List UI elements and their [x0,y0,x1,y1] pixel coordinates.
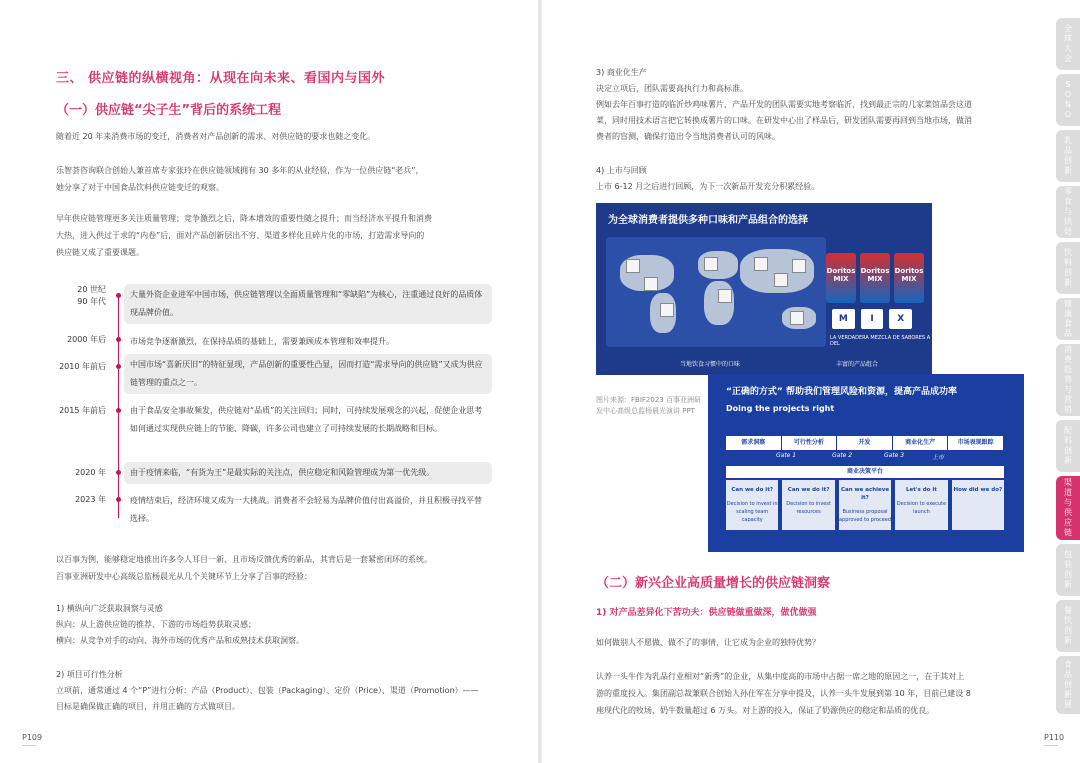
gates-row [726,452,1004,462]
timeline-dot [116,470,121,475]
decision-card [726,480,778,530]
chapter-tab[interactable] [1056,544,1080,596]
paragraph-line: 以百事为例，能够稳定地推出许多令人耳目一新、且市场反馈优秀的新品，其背后是一套紧密闭环的系统。 [56,555,432,564]
intro-paragraph: 随着近 20 年来消费市场的变迁，消费者对产品创新的需求、对供应链的要求也随之变化。 [56,132,376,141]
chapter-tab-label: 饮料创新 [1064,248,1072,287]
gate-label: Gate 3 [884,452,905,459]
mix-letters [832,309,912,329]
chapter-tab[interactable] [1056,186,1080,238]
paragraph-line: 立项前，通常通过 4 个“P”进行分析：产品（Product）、包装（Packaging）、定价（Price）、渠道（Promotion）—— [56,686,479,695]
world-map [606,237,826,347]
chip-bag [754,257,768,271]
bag-brand: Doritos [826,267,856,275]
flow-step: 商业化生产 [893,436,949,450]
timeline-line [118,296,119,518]
page-number-rule [1044,745,1058,746]
gate-label: Gate 2 [832,452,853,459]
flow-step: 可行性分析 [782,436,838,450]
section-heading: 三、 供应链的纵横视角：从现在向未来、看国内与国外 [56,71,386,86]
bag-label: MIX [901,275,917,283]
chapter-tab-label: 消费趋势与营销 [1064,345,1072,414]
paragraph-line: 纵向：从上游供应链的推荐、下游的市场趋势获取灵感； [56,620,256,629]
section-heading-2: （二）新兴企业高质量增长的供应链洞察 [596,576,831,591]
card-answer: Decision to invest resources [786,501,831,515]
timeline-year: 2010 年前后 [59,362,106,371]
paragraph-line: 百事亚洲研发中心高级总监杨晨光从几个关键环节上分享了百事的经验： [56,572,312,581]
bag-brand: Doritos [894,267,924,275]
paragraph-line: 乐智荟咨询联合创始人兼首席专家张玲在供应链领域拥有 30 多年的从业经验，作为一位供应链“老兵”， [56,166,424,175]
timeline-dot [116,497,121,502]
chapter-tab[interactable] [1056,344,1080,416]
timeline-year: 2020 年 [75,468,106,477]
sub-heading: （一）供应链“尖子生”背后的系统工程 [56,103,282,118]
paragraph-line: 菜，同时用技术语言把它转换成薯片的口味。在研发中心出了样品后，研发团队需要再回到当地市场，做消 [596,116,972,125]
slide-caption: 丰富的产品组合 [836,361,879,368]
chapter-tab[interactable] [1056,242,1080,294]
chip-bag [826,253,856,303]
chapter-tab[interactable] [1056,298,1080,340]
slide-caption: 当地饮食习惯中的口味 [680,361,741,368]
card-question: Can we do it? [731,487,774,493]
chapter-tab[interactable] [1056,420,1080,472]
decision-card [839,480,891,530]
timeline-text: 市场竞争逐渐激烈，在保持品质的基础上，需要兼顾成本管理和效率提升。 [130,337,394,346]
chapter-tab[interactable] [1056,130,1080,182]
timeline-text: 中国市场“喜新厌旧”的特征显现，产品创新的重要性凸显，因而打造“需求导向的供应链”又成为供应链管理的重点之一。 [124,354,492,394]
global-flavors-slide [596,203,932,375]
timeline-dot [116,364,121,369]
chapter-tab-label: 渠道与供应链 [1064,478,1072,537]
bag-label: MIX [833,275,849,283]
timeline-dot [116,293,121,298]
card-answer: Decision to invest in scaling team capacity [726,501,778,523]
card-answer: Business proposal approved to proceed [838,509,892,523]
chapter-tab-label: 零食与烘焙 [1064,187,1072,236]
chapter-tab-label: 健康食品 [1064,299,1072,338]
chip-bag [790,311,804,325]
paragraph-line: 供应链又成了重要课题。 [56,248,144,257]
timeline-dot [116,337,121,342]
flow-step: 市场表现跟踪 [948,436,1004,450]
flow-step: 需求洞察 [726,436,782,450]
chapter-tab-active[interactable] [1056,476,1080,540]
paragraph-line: 她分享了对于中国食品饮料供应链变迁的观察。 [56,183,224,192]
slide-small-text: LA VERDADERA MEZCLA DE SABORES A DEL [830,335,931,347]
timeline-text: 大量外资企业进军中国市场，供应链管理以全面质量管理和“零缺陷”为核心，注重通过良好的品质体现品牌价值。 [124,284,492,324]
slide-title: “正确的方式” 帮助我们管理风险和资源，提高产品成功率 [726,387,957,397]
chip-bag [718,289,732,303]
card-answer: Decision to execute launch [896,501,947,515]
chapter-tab-label: 包装创新 [1064,550,1072,589]
decision-card [782,480,834,530]
timeline-year: 2000 年后 [67,335,106,344]
chapter-tab-label: 全球大会 [1064,24,1072,63]
mix-letter: X [889,309,912,329]
timeline-year: 20 世纪 90 年代 [77,285,106,306]
subsection-title: 4) 上市与回顾 [596,166,647,175]
chip-bag [644,277,658,291]
paragraph-line: 游的重度投入。集团副总裁兼联合创始人孙仕军在分享中提及，认养一头牛发展到第 10 年，目前已建设 8 [596,689,971,698]
decision-platform: 商业决策平台 [726,466,1004,478]
page-number: P109 [22,733,43,742]
gate-label: 上市 [932,454,945,461]
bag-brand: Doritos [860,267,890,275]
chapter-tab-label: 餐饮创新 [1064,606,1072,645]
chapter-tab[interactable] [1056,74,1080,126]
chapter-tab-label: 乳品创新 [1064,136,1072,175]
chapter-tab-label: 配料创新 [1064,426,1072,465]
card-question: Let's do it [905,487,937,493]
card-question: Can we achieve it? [840,487,890,501]
paragraph-line: 费者的盲测，确保打造出令当地消费者认可的风味。 [596,132,780,141]
decision-card [952,480,1004,530]
chip-bag [792,259,806,273]
process-slide [708,374,1024,552]
card-question: Can we do it? [787,487,830,493]
chip-bag [894,253,924,303]
timeline-year: 2023 年 [75,495,106,504]
chip-bag [774,273,788,287]
chip-bag [704,257,718,271]
decision-card [895,480,947,530]
subsection-title: 1) 横纵向广泛获取洞察与灵感 [56,604,163,613]
chip-bag [626,259,640,273]
bag-label: MIX [867,275,883,283]
paragraph-line: 例如去年百事打造的临沂炒鸡味薯片，产品开发的团队需要实地考察临沂，找到最正宗的几家菜馆品尝这道 [596,100,972,109]
slide-quote: Doing the projects right [726,404,835,413]
timeline-text: 由于食品安全事故频发，供应链对“品质”的关注回归；同时，可持续发展观念的兴起，促使企业思考如何通过实现供应链上的节能、降碳，许多公司也建立了可持续发展的长期战略和目标。 [130,406,483,433]
section-heading-3: 1) 对产品差异化下苦功夫：供应链做重做深，做优做强 [596,608,817,618]
mix-letter: M [832,309,855,329]
flow-step: 开发 [837,436,893,450]
gate-label: Gate 1 [776,452,797,459]
paragraph-line: 决定立项后，团队需要高执行力和高标准。 [596,84,748,93]
decision-cards [726,480,1004,530]
slide-title: 为全球消费者提供多种口味和产品组合的选择 [608,215,808,226]
mix-letter: I [861,309,884,329]
image-source: 图片来源：FBIF2023 百事亚洲研发中心高级总监杨晨光演讲 PPT [596,396,701,415]
chip-bag [660,303,674,317]
chip-bag [860,253,890,303]
card-question: How did we do? [953,487,1003,493]
chapter-tab[interactable] [1056,656,1080,714]
chapter-tab[interactable] [1056,600,1080,652]
paragraph-line: 目标是确保做正确的项目，并用正确的方式做项目。 [56,702,240,711]
timeline-dot [116,408,121,413]
book-spine [538,0,542,763]
subsection-title: 2) 项目可行性分析 [56,670,123,679]
timeline-year: 2015 年前后 [59,406,106,415]
process-flow [726,436,1004,450]
chapter-tab-label: SONO [1064,80,1072,119]
continent [704,281,734,325]
page-number: P110 [1044,733,1065,742]
subsection-title: 3) 商业化生产 [596,68,647,77]
paragraph-line: 大热，进入供过于求的“内卷”后，面对产品创新层出不穷、渠道多样化且碎片化的市场，打造需求导向的 [56,231,425,240]
paragraph-line: 上市 6-12 月之后进行回顾，为下一次新品开发充分积累经验。 [596,182,820,191]
paragraph-line: 如何做别人不愿做、做不了的事情，让它成为企业的独特优势？ [596,638,820,647]
paragraph-line: 横向：从竞争对手的动向、海外市场的优秀产品和成熟技术获取洞察。 [56,636,304,645]
chapter-tab[interactable] [1056,18,1080,70]
paragraph-line: 认养一头牛作为乳品行业相对“新秀”的企业，从集中度高的市场中占据一席之地的原因之一，在于其对上 [596,672,965,681]
timeline-text: 疫情结束后，经济环境又成为一大挑战。消费者不会轻易为品牌价值付出高溢价，并且积极寻找平替选择。 [130,496,482,523]
product-bags [826,253,924,303]
paragraph-line: 早年供应链管理更多关注质量管理；竞争激烈之后，降本增效的重要性随之提升；而当经济水平提升和消费 [56,214,432,223]
chapter-tab-label: 食品创新展 [1064,660,1072,709]
timeline-text: 由于疫情来临，“有货为王”是最实际的关注点，供应稳定和风险管理成为第一优先级。 [124,462,492,484]
paragraph-line: 座现代化的牧场，奶牛数量超过 6 万头。对上游的投入，保证了奶源供应的稳定和品质的优良。 [596,706,935,715]
page-number-rule [22,745,36,746]
